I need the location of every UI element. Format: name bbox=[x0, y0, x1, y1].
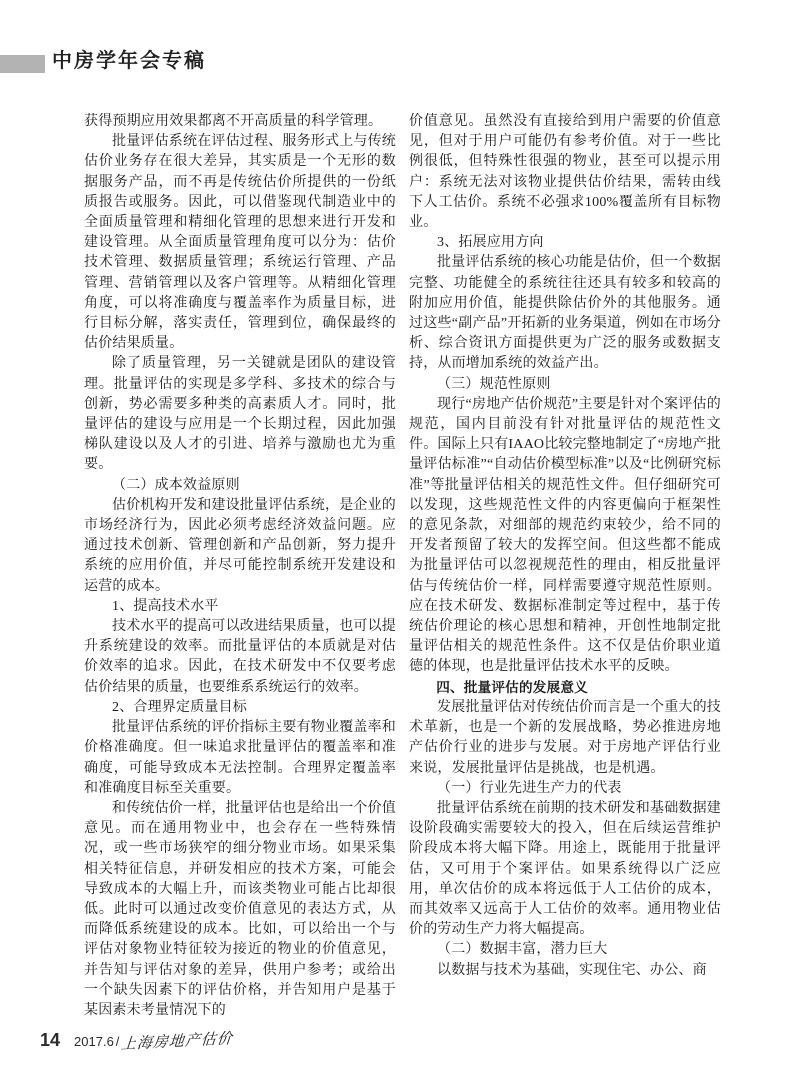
page-number: 14 bbox=[40, 1030, 61, 1050]
issue-date: 2017.6 bbox=[74, 1034, 114, 1049]
paragraph: 技术水平的提高可以改进结果质量，也可以提升系统建设的效率。而批量评估的本质就是对估价效率的追求。因此，在技术研发中不仅要考虑估价结果的质量，也要维系系统运行的效率。 bbox=[84, 619, 396, 695]
paragraph: （二）成本效益原则 bbox=[112, 477, 240, 493]
paragraph: 批量评估系统的核心功能是估价，但一个数据完整、功能健全的系统往往还具有较多和较高的附加应用价值，能提供除估价外的其他服务。通过这些“副产品”开拓新的业务渠道，例如在市场分析、综合资讯方面提供更为广泛的服务或数据支持，从而增加系统的效益产出。 bbox=[409, 255, 721, 372]
paragraph: （一）行业先进生产力的代表 bbox=[437, 780, 622, 796]
paragraph: 获得预期应用效果都离不开高质量的科学管理。 bbox=[84, 114, 383, 129]
paragraph: 除了质量管理，另一关键就是团队的建设管理。批量评估的实现是多学科、多技术的综合与创新，势必需要多种类的高素质人才。同时，批量评估的建设与应用是一个长期过程，因此加强梯队建设以及人才的引进、培养与激励也尤为重要。 bbox=[84, 356, 396, 473]
issue-line bbox=[74, 1030, 233, 1051]
paragraph: （三）规范性原则 bbox=[437, 376, 551, 392]
paragraph: 1、提高技术水平 bbox=[112, 598, 219, 614]
paragraph: 2、合理界定质量目标 bbox=[112, 699, 247, 715]
paragraph: 和传统估价一样，批量评估也是给出一个价值意见。而在通用物业中，也会存在一些特殊情况，或一些市场狭窄的细分物业市场。如果采集相关特征信息，并研发相应的技术方案，可能会导致成本的大幅上升，而该类物业可能占比却很低。此时可以通过改变价值意见的表达方式，从而降低系统建设的成本。比如，可以给出一个与评估对象物业特征较为接近的物业的价值意见，并告知与评估对象的差异，供用户参考；或给出一个缺失因素下的评估价格，并告知用户是基于某因素未考量情况下的 bbox=[84, 800, 396, 1018]
issue-separator: / bbox=[115, 1034, 120, 1049]
page-footer bbox=[40, 1030, 233, 1051]
paragraph: 批量评估系统的评价指标主要有物业覆盖率和价格准确度。但一味追求批量评估的覆盖率和准确度，可能导致成本无法控制。合理界定覆盖率和准确度目标至关重要。 bbox=[84, 720, 396, 796]
paragraph: 价值意见。虽然没有直接给到用户需要的价值意见，但对于用户可能仍有参考价值。对于一些比例很低，但特殊性很强的物业，甚至可以提示用户：系统无法对该物业提供估价结果，需转由线下人工估价。系统不必强求100%覆盖所有目标物业。 bbox=[409, 114, 721, 231]
paragraph: 估价机构开发和建设批量评估系统，是企业的市场经济行为，因此必须考虑经济效益问题。应通过技术创新、管理创新和产品创新，努力提升系统的应用价值，并尽可能控制系统开发建设和运营的成本。 bbox=[84, 497, 396, 594]
paragraph: 批量评估系统在前期的技术研发和基础数据建设阶段确实需要较大的投入，但在后续运营维护阶段成本将大幅下降。用途上，既能用于批量评估，又可用于个案评估。如果系统得以广泛应用，单次估价的成本将远低于人工估价的成本，而其效率又远高于人工估价的效率。通用物业估价的劳动生产力将大幅提高。 bbox=[409, 800, 721, 938]
section-title: 中房学年会专稿 bbox=[52, 50, 206, 72]
paragraph: 批量评估系统在评估过程、服务形式上与传统估价业务存在很大差异，其实质是一个无形的数据服务产品，而不再是传统估价所提供的一份纸质报告或服务。因此，可以借鉴现代制造业中的全面质量管理和精细化管理的思想来进行开发和建设管理。从全面质量管理角度可以分为：估价技术管理、数据质量管理；系统运行管理、产品管理、营销管理以及客户管理等。从精细化管理角度，可以将准确度与覆盖率作为质量目标，进行目标分解，落实责任，管理到位，确保最终的估价结果质量。 bbox=[84, 134, 396, 352]
paragraph: 现行“房地产估价规范”主要是针对个案评估的规范，国内目前没有针对批量评估的规范性文件。国际上只有IAAO比较完整地制定了“房地产批量评估标准”“自动估价模型标准”以及“比例研究标准”等批量评估相关的规范性文件。但仔细研究可以发现，这些规范性文件的内容更偏向于框架性的意见条款，对细部的规范约束较少，给不同的开发者预留了较大的发挥空间。但这些都不能成为批量评估可以忽视规范性的理由，相反批量评估与传统估价一样，同样需要遵守规范性原则。应在技术研发、数据标准制定等过程中，基于传统估价理论的核心思想和精神，开创性地制定批量评估相关的规范性条件。这不仅是估价职业道德的体现，也是批量评估技术水平的反映。 bbox=[409, 396, 722, 675]
paragraph: （二）数据丰富，潜力巨大 bbox=[437, 942, 608, 958]
header-accent-bar bbox=[0, 55, 45, 73]
journal-logotype: 上海房地产估价 bbox=[120, 1029, 235, 1053]
section-heading: 四、批量评估的发展意义 bbox=[436, 679, 588, 695]
text-column-left bbox=[84, 112, 396, 1021]
text-column-right bbox=[409, 112, 721, 1021]
paragraph: 发展批量评估对传统估价而言是一个重大的技术革新，也是一个新的发展战略，势必推进房地产估价行业的进步与发展。对于房地产评估行业来说，发展批量评估是挑战，也是机遇。 bbox=[409, 699, 721, 776]
paragraph: 3、拓展应用方向 bbox=[437, 235, 544, 251]
paragraph: 以数据与技术为基础，实现住宅、办公、商 bbox=[437, 962, 707, 978]
article-body bbox=[84, 112, 721, 1021]
